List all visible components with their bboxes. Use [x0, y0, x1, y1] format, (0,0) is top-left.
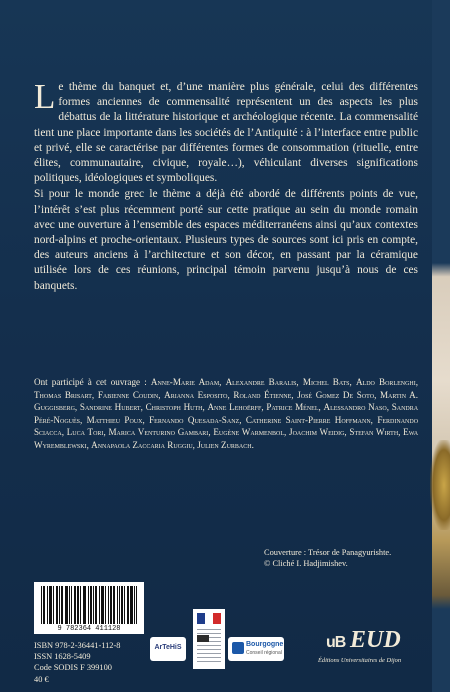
isbn-block	[34, 640, 154, 685]
ministry-logo	[193, 609, 225, 669]
barcode-bar	[84, 586, 85, 624]
barcode-bar	[130, 586, 131, 624]
barcode-bar	[78, 586, 79, 624]
barcode	[34, 582, 144, 626]
contributor-name: Luca Tori	[66, 427, 104, 438]
barcode-bar	[77, 586, 78, 624]
gold-vessel-edge	[430, 440, 450, 530]
barcode-bar	[67, 586, 68, 624]
cover-credit-line-1: Couverture : Trésor de Panagyurishte.	[264, 548, 392, 557]
bourgogne-logo-subtext: Conseil régional	[246, 650, 282, 656]
barcode-bar	[127, 586, 128, 624]
contributor-name: Martin A. Guggisberg	[34, 389, 418, 413]
bourgogne-logo-text: Bourgogne	[246, 641, 284, 648]
cover-credit-line-2: © Cliché I. Hadjimishev.	[264, 559, 348, 568]
barcode-bar	[103, 586, 104, 624]
blurb-paragraph-2: Si pour le monde grec le thème a déjà été abordé de différents points de vue, l’intérêt s’est plus récemment porté sur cette pratique au sein du monde romain avec une ouverture à l’ensemble des espaces méditerranéens ainsi qu’aux contextes nord-alpins et proche-orientaux. Plusieurs types de sources sont ici pris en compte, des auteurs anciens à l’architecture et son décor, en passant par la céramique utilisée lors de ces réunions, principal témoin parvenu jusqu’à nous de ces banquets.	[34, 188, 418, 292]
contributor-name: Sandrine Hubert	[79, 402, 141, 413]
barcode-bar	[61, 586, 62, 624]
contributor-name: Aldo Borlenghi	[355, 377, 416, 387]
eud-publisher-name: Éditions Universitaires de Dijon	[318, 657, 402, 664]
barcode-bar	[71, 586, 72, 624]
barcode-bar	[56, 586, 57, 624]
barcode-bar	[85, 586, 86, 624]
barcode-bar	[91, 586, 92, 624]
barcode-bar	[66, 586, 67, 624]
contributor-name: Stefan Wirth	[349, 427, 399, 438]
contributors-list	[34, 376, 418, 452]
barcode-bar	[90, 586, 91, 624]
contributor-name: Michel Bats	[302, 377, 350, 387]
contributors-ending: .	[251, 439, 254, 450]
blurb-text	[34, 77, 418, 295]
cover-photo-edge	[432, 0, 450, 692]
contributor-name: José Gomez De Soto	[297, 389, 375, 400]
barcode-bar	[99, 586, 100, 624]
contributor-name: Annapaola Zaccaria Ruggiu	[91, 439, 193, 450]
barcode-bar	[110, 586, 111, 624]
barcode-bar	[134, 586, 135, 624]
barcode-bar	[96, 586, 97, 624]
barcode-bar	[41, 586, 42, 624]
barcode-bar	[49, 586, 50, 624]
contributor-name: Eugène Warmenbol	[213, 427, 285, 438]
contributor-name: Roland Étienne	[233, 389, 292, 400]
barcode-bar	[80, 586, 81, 624]
bourgogne-logo	[228, 637, 284, 661]
barcode-bar	[53, 586, 54, 624]
contributors-intro: Ont participé à cet ouvrage :	[34, 377, 151, 387]
barcode-bars	[34, 582, 144, 626]
contributor-name: Fernando Quesada-Sanz	[149, 414, 240, 425]
barcode-bar	[117, 586, 118, 624]
contributor-name: Thomas Brisart	[34, 389, 92, 400]
barcode-bar	[43, 586, 44, 624]
barcode-bar	[50, 586, 51, 624]
barcode-bar	[65, 586, 66, 624]
barcode-bar	[111, 586, 112, 624]
contributor-name: Anne-Marie Adam	[150, 377, 220, 387]
contributor-name: Alessandro Naso	[323, 402, 387, 413]
contributor-name: Fabienne Coudin	[97, 389, 159, 400]
barcode-bar	[44, 586, 45, 624]
barcode-bar	[128, 586, 129, 624]
barcode-bar	[59, 586, 60, 624]
barcode-bar	[93, 586, 94, 624]
barcode-bar	[136, 586, 137, 624]
issn-line: ISSN 1628-5409	[34, 652, 91, 662]
drop-cap: L	[34, 77, 56, 116]
barcode-bar	[74, 586, 75, 624]
barcode-bar	[124, 586, 125, 624]
contributor-name: Anne Lehoërff	[207, 402, 262, 413]
contributor-name: Patrice Ménel	[266, 402, 319, 413]
barcode-bar	[57, 586, 58, 624]
blurb-paragraph-1	[34, 77, 418, 186]
eud-logo: EUD	[350, 627, 401, 653]
contributor-name: Marica Venturino Gambari	[108, 427, 209, 438]
contributor-name: Arianna Esposito	[164, 389, 228, 400]
barcode-bar	[83, 586, 84, 624]
contributor-name: Sandra Péré-Noguès	[34, 402, 419, 425]
barcode-bar	[75, 586, 76, 624]
barcode-bar	[62, 586, 63, 624]
contributor-name: Matthieu Poux	[86, 414, 143, 425]
barcode-bar	[95, 586, 96, 624]
contributor-name: Christoph Huth	[145, 402, 203, 413]
artehis-logo	[150, 637, 186, 661]
sodis-code-line: Code SODIS F 399100	[34, 663, 112, 673]
contributor-names: Anne-Marie Adam, Alexandre Baralis, Michel Bats, Aldo Borlenghi, Thomas Brisart, Fabienne Coudin, Arianna Esposito, Roland Étienne, José Gomez De Soto, Martin A. Guggisberg, Sandrine Hubert, Christoph Huth, Anne Lehoërff, Patrice Ménel, Alessandro Naso, Sandra Péré-Noguès, Matthieu Poux, Fernando Quesada-Sanz, Catherine Saint-Pierre Hoffmann, Ferdinando Sciacca, Luca Tori, Marica Venturino Gambari, Eugène Warmenbol, Joachim Weidig, Stefan Wirth, Ewa Wyremblewski, Annapaola Zaccaria Ruggiu, Julien Zurbach	[34, 377, 419, 450]
barcode-bar	[114, 586, 115, 624]
barcode-bar	[69, 586, 70, 624]
barcode-bar	[105, 586, 106, 624]
barcode-bar	[122, 586, 123, 624]
contributor-name: Joachim Weidig	[289, 427, 345, 438]
contributor-name: Catherine Saint-Pierre Hoffmann	[245, 414, 371, 425]
contributor-name: Ewa Wyremblewski	[34, 427, 419, 450]
barcode-bar	[132, 586, 133, 624]
isbn-line: ISBN 978-2-36441-112-8	[34, 641, 121, 650]
cover-credit	[264, 547, 434, 569]
bourgogne-mark-icon	[232, 642, 244, 654]
barcode-bar	[47, 586, 48, 624]
blurb-paragraph-1-body: e thème du banquet et, d’une manière plus générale, celui des différentes formes anciennes de commensalité représentent un des aspects les plus débattus de la littérature historique et archéologique récente. La commensalité tient une place importante dans les sociétés de l’Antiquité : à l’interface entre public et privé, elle se caractérise par différentes formes de consommation (rituelle, entre élites, communautaire, civique, royale…), véhiculant diverses significations politiques, idéologiques et symboliques.	[34, 81, 418, 185]
barcode-bar	[88, 586, 89, 624]
contributor-name: Ferdinando Sciacca	[34, 414, 419, 438]
artehis-logo-text: ArTeHiS	[154, 644, 182, 651]
barcode-bar	[108, 586, 109, 624]
barcode-bar	[51, 586, 52, 624]
barcode-number: 9 782364 411128	[34, 625, 144, 634]
barcode-bar	[121, 586, 122, 624]
barcode-bar	[131, 586, 132, 624]
french-flag-icon	[197, 613, 221, 624]
barcode-bar	[113, 586, 114, 624]
ub-logo: uB	[326, 634, 346, 651]
ministry-logo-block	[197, 635, 209, 642]
contributor-name: Alexandre Baralis	[225, 377, 297, 387]
price-line: 40 €	[34, 674, 49, 684]
barcode-bar	[119, 586, 120, 624]
barcode-bar	[102, 586, 103, 624]
barcode-bar	[101, 586, 102, 624]
contributor-name: Julien Zurbach	[197, 439, 252, 450]
